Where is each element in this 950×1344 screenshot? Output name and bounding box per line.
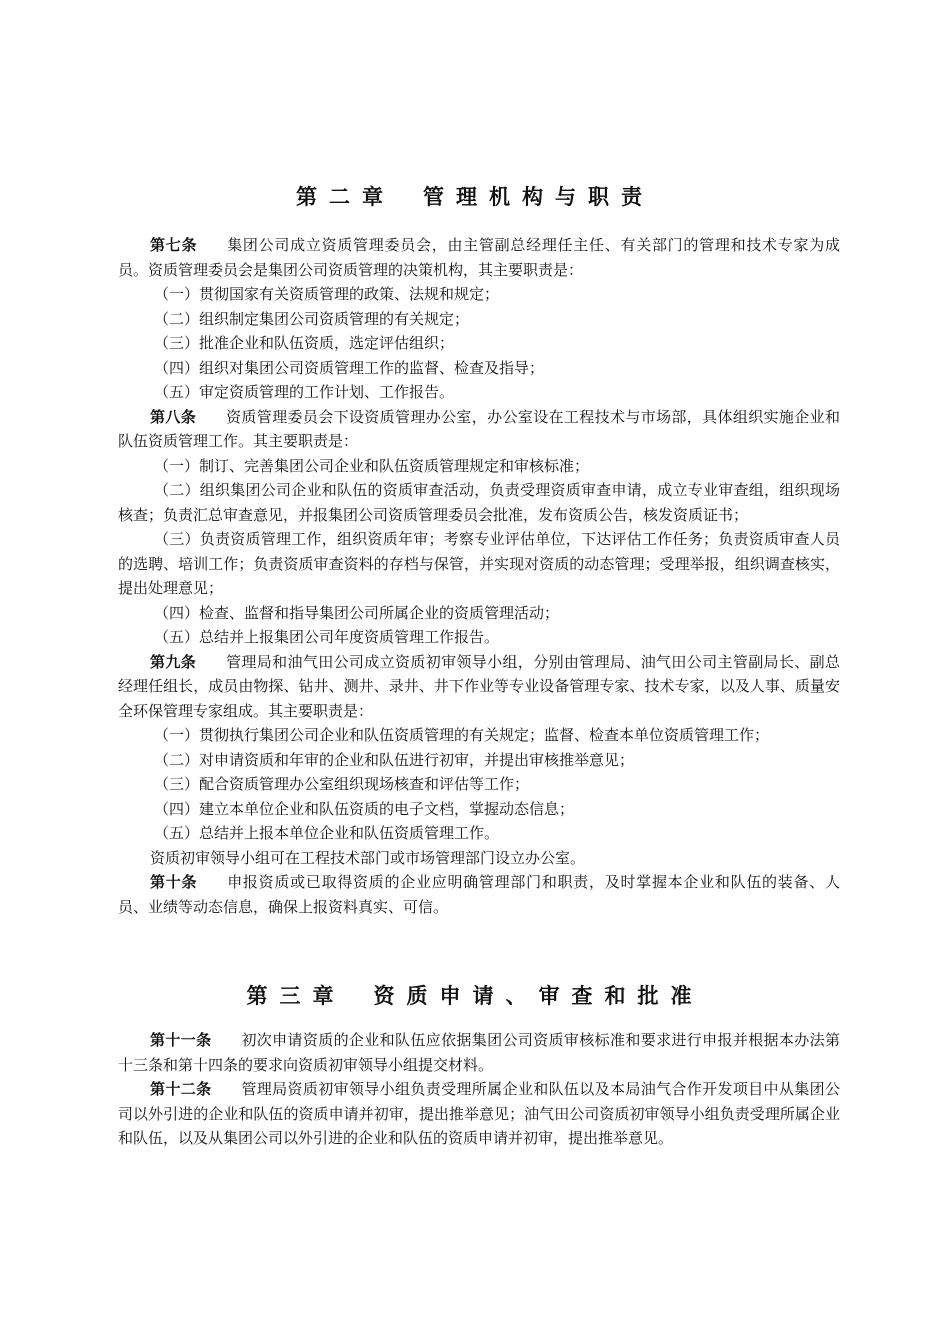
article-8-text: 资质管理委员会下设资质管理办公室，办公室设在工程技术与市场部，具体组织实施企业和队伍资质管理工作。其主要职责是：	[118, 407, 840, 450]
article-9-item-5: （五）总结并上报本单位企业和队伍资质管理工作。	[154, 824, 500, 842]
article-11-text: 初次申请资质的企业和队伍应依据集团公司资质审核标准和要求进行申报并根据本办法第十三条和第十四条的要求向资质初审领导小组提交材料。	[118, 1031, 840, 1074]
article-11-body	[118, 1028, 840, 1077]
chapter-2-title: 管理机构与职责	[423, 185, 654, 209]
article-8-item-3: （三）负责资质管理工作，组织资质年审；考察专业评估单位，下达评估工作任务；负责资质审查人员的选聘、培训工作；负责资质审查资料的存档与保管，并实现对资质的动态管理；受理举报，组织调查核实，提出处理意见；	[118, 530, 840, 597]
article-7-item-5: （五）审定资质管理的工作计划、工作报告。	[154, 383, 455, 401]
article-11-label: 第十一条	[150, 1031, 212, 1049]
article-8-body	[118, 405, 840, 454]
article-7-text: 集团公司成立资质管理委员会，由主管副总经理任主任、有关部门的管理和技术专家为成员。资质管理委员会是集团公司资质管理的决策机构，其主要职责是：	[118, 236, 840, 279]
chapter-3-articles	[118, 1028, 840, 1151]
article-7-item-4: （四）组织对集团公司资质管理工作的监督、检查及指导；	[154, 358, 545, 377]
article-9-item-4: （四）建立本单位企业和队伍资质的电子文档，掌握动态信息；	[154, 799, 575, 818]
chapter-2-heading	[0, 181, 950, 211]
article-8-item-4: （四）检查、监督和指导集团公司所属企业的资质管理活动；	[154, 603, 560, 622]
article-8-label: 第八条	[150, 407, 197, 426]
article-7	[118, 233, 840, 919]
article-8-item-2: （二）组织集团公司企业和队伍的资质审查活动，负责受理资质审查申请，成立专业审查组，组织现场核查；负责汇总审查意见，并报集团公司资质管理委员会批准，发布资质公告，核发资质证书；	[118, 481, 840, 524]
article-9-label: 第九条	[150, 652, 197, 671]
article-12-body	[118, 1077, 840, 1151]
chapter-3-heading	[0, 980, 950, 1010]
chapter-3-title: 资质申请、审查和批准	[373, 984, 704, 1008]
article-8-item-1: （一）制订、完善集团公司企业和队伍资质管理规定和审核标准；	[154, 456, 590, 475]
article-8-item-5: （五）总结并上报集团公司年度资质管理工作报告。	[154, 628, 500, 646]
article-7-label: 第七条	[150, 236, 198, 254]
chapter-3-number: 第三章	[246, 984, 346, 1008]
article-7-item-2: （二）组织制定集团公司资质管理的有关规定；	[154, 309, 470, 328]
article-12-text: 管理局资质初审领导小组负责受理所属企业和队伍以及本局油气合作开发项目中从集团公司以外引进的企业和队伍的资质申请并初审，提出推举意见；油气田公司资质初审领导小组负责受理所属企业和队伍，以及从集团公司以外引进的企业和队伍的资质申请并初审，提出推举意见。	[118, 1080, 840, 1147]
article-9-text: 管理局和油气田公司成立资质初审领导小组，分别由管理局、油气田公司主管副局长、副总经理任组长，成员由物探、钻井、测井、录井、井下作业等专业设备管理专家、技术专家，以及人事、质量安全环保管理专家组成。其主要职责是：	[118, 652, 840, 720]
article-10-text: 申报资质或已取得资质的企业应明确管理部门和职责，及时掌握本企业和队伍的装备、人员、业绩等动态信息，确保上报资料真实、可信。	[118, 873, 840, 916]
article-7-item-1: （一）贯彻国家有关资质管理的政策、法规和规定；	[154, 285, 500, 303]
chapter-2-number: 第二章	[296, 185, 395, 209]
article-9-body	[118, 650, 840, 724]
article-10-body	[118, 870, 840, 919]
article-7-item-3: （三）批准企业和队伍资质，选定评估组织；	[154, 334, 455, 352]
article-9-item-2: （二）对申请资质和年审的企业和队伍进行初审，并提出审核推举意见；	[154, 750, 635, 769]
article-9-item-3: （三）配合资质管理办公室组织现场核查和评估等工作；	[154, 775, 530, 793]
article-10-label: 第十条	[150, 873, 198, 891]
article-12-label: 第十二条	[150, 1080, 212, 1098]
article-9-note: 资质初审领导小组可在工程技术部门或市场管理部门设立办公室。	[150, 848, 586, 867]
article-9-item-1: （一）贯彻执行集团公司企业和队伍资质管理的有关规定；监督、检查本单位资质管理工作；	[154, 726, 770, 744]
article-7-body	[118, 233, 840, 282]
